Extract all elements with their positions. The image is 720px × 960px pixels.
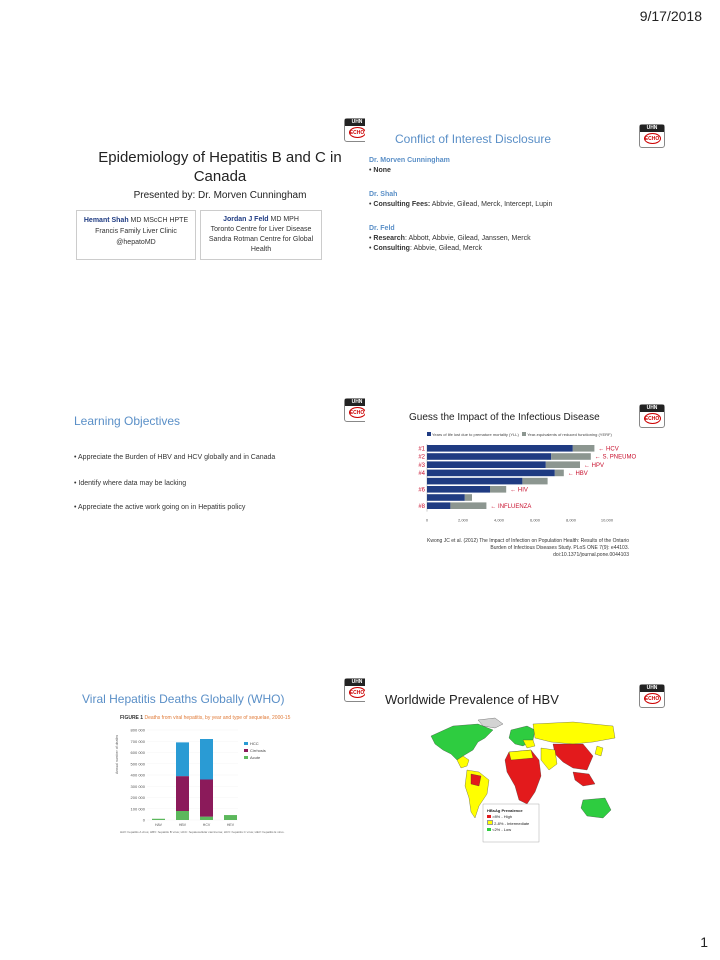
objective-item: • Appreciate the active work going on in Hepatitis policy xyxy=(74,504,246,511)
bar-yerf xyxy=(555,470,564,477)
author-handle: @hepatoMD xyxy=(116,239,156,246)
x-tick-label: 4,000 xyxy=(493,517,505,523)
bar-yerf xyxy=(450,502,486,509)
legend-swatch xyxy=(244,756,248,759)
objective-text: Appreciate the active work going on in Hepatitis policy xyxy=(78,504,246,511)
slide-heading: Viral Hepatitis Deaths Globally (WHO) xyxy=(82,692,285,706)
map-legend-label: 2-8% - Intermediate xyxy=(494,821,530,826)
bar-yerf xyxy=(522,478,547,485)
legend-swatch xyxy=(244,742,248,745)
bullet-label: Research xyxy=(373,235,405,242)
bar-yll xyxy=(427,453,551,460)
bar-segment-hcc xyxy=(176,742,189,776)
citation xyxy=(409,538,629,559)
slide-impact xyxy=(365,398,665,598)
university-logo-icon: UHN ECHO xyxy=(344,678,370,702)
map-legend-item xyxy=(487,827,529,833)
bar-yerf xyxy=(551,453,591,460)
bullet-item: • Research: Abbott, Abbvie, Gilead, Janssen, Merck xyxy=(369,235,531,242)
legend-label: Cirrhosis xyxy=(250,748,266,753)
author-affiliation: Francis Family Liver Clinic xyxy=(95,228,177,235)
map-legend-label: >8% - High xyxy=(492,814,513,819)
bar-yll xyxy=(427,470,555,477)
bar-segment-acute xyxy=(152,819,165,820)
slide-title-line2: Canada xyxy=(193,168,247,185)
slide-heading: Conflict of Interest Disclosure xyxy=(395,132,552,146)
disease-label: ← S. PNEUMO xyxy=(594,454,637,461)
university-logo-icon: UHN ECHO xyxy=(639,124,665,148)
figure-label: FIGURE 1 xyxy=(120,715,144,721)
university-logo-icon: UHN ECHO xyxy=(639,404,665,428)
bar-segment-cirrhosis xyxy=(200,780,213,817)
bullet-text: : Abbvie, Gilead, Merck xyxy=(409,245,482,252)
section-heading: Dr. Feld xyxy=(369,225,395,232)
bar-segment-cirrhosis xyxy=(176,776,189,811)
university-logo-icon: UHN ECHO xyxy=(344,118,370,142)
y-tick-label: 600 000 xyxy=(130,750,145,755)
disease-label: ← HPV xyxy=(584,462,605,469)
map-legend-title: HBsAg Prevalence xyxy=(487,808,523,813)
page-number: 1 xyxy=(700,934,708,950)
y-tick-label: 100 000 xyxy=(130,806,145,812)
legend-label: Year-equivalents of reduced functioning (YERF) xyxy=(527,432,612,437)
citation-line: doi:10.1371/journal.pone.0044103 xyxy=(553,552,629,558)
disease-label: ← HBV xyxy=(567,471,588,478)
bullet-label: Consulting Fees: xyxy=(373,201,431,208)
y-tick-label: 400 000 xyxy=(130,772,145,778)
author-box-feld xyxy=(200,210,322,260)
x-tick-label: 6,000 xyxy=(529,517,541,523)
bullet-text: None xyxy=(373,167,391,174)
figure-caption-text: Deaths from viral hepatitis, by year and type of sequelae, 2000-15 xyxy=(144,715,291,721)
y-tick-label: 0 xyxy=(142,817,145,823)
slide-hbv-map xyxy=(365,678,665,878)
bar-yerf xyxy=(573,445,595,452)
legend-swatch xyxy=(244,749,248,752)
objective-item: • Identify where data may be lacking xyxy=(74,480,187,487)
chart-legend xyxy=(427,432,612,437)
bar-yll xyxy=(427,502,450,509)
bar-yll xyxy=(427,461,546,468)
y-tick-label: 800 000 xyxy=(130,727,145,733)
bullet-text: : Abbott, Abbvie, Gilead, Janssen, Merck xyxy=(404,235,531,242)
rank-label: #6 xyxy=(418,487,425,494)
bullet-item: • Consulting Fees: Abbvie, Gilead, Merck, Intercept, Lupin xyxy=(369,201,553,208)
rank-label: #8 xyxy=(418,503,425,510)
bar-yerf xyxy=(546,461,580,468)
citation-line: Burden of Infectious Diseases Study. PLoS ONE 7(9): e44103. xyxy=(490,545,629,551)
rank-label: #3 xyxy=(418,462,425,469)
bar-segment-hcc xyxy=(200,739,213,780)
slide-heading: Guess the Impact of the Infectious Disease xyxy=(409,412,600,423)
slide-objectives xyxy=(70,398,370,598)
author-affiliation: Toronto Centre for Liver Disease xyxy=(210,226,312,233)
rank-label: #1 xyxy=(418,446,425,453)
bar-segment-acute xyxy=(224,815,237,820)
slide-heading: Learning Objectives xyxy=(74,414,181,428)
objective-text: Identify where data may be lacking xyxy=(78,480,187,487)
y-axis-label: Annual number of deaths xyxy=(115,734,119,774)
bullet-item: • None xyxy=(369,167,391,174)
y-tick-label: 200 000 xyxy=(130,795,145,800)
y-tick-label: 300 000 xyxy=(130,783,145,789)
map-legend-item xyxy=(487,820,529,827)
bar-segment-acute xyxy=(176,811,189,820)
who-deaths-chart xyxy=(112,722,292,830)
bar-yll xyxy=(427,445,573,452)
section-heading: Dr. Shah xyxy=(369,191,398,198)
slide-title-line1: Epidemiology of Hepatitis B and C in xyxy=(98,149,342,166)
y-tick-label: 500 000 xyxy=(130,761,145,767)
slide-conflict xyxy=(365,118,665,318)
x-tick-label: 0 xyxy=(425,517,429,523)
x-tick-label: HEV xyxy=(226,823,235,827)
section-heading: Dr. Morven Cunningham xyxy=(369,157,450,164)
disease-label: ← HIV xyxy=(510,487,528,494)
legend-label: Acute xyxy=(250,755,261,760)
objective-item: • Appreciate the Burden of HBV and HCV globally and in Canada xyxy=(74,454,276,461)
disease-label: ← INFLUENZA xyxy=(490,503,532,510)
bar-yll xyxy=(427,494,465,501)
author-affiliation-2: Sandra Rotman Centre for Global xyxy=(208,236,314,243)
legend-label: Years of life lost due to premature mortality (YLL) xyxy=(432,432,519,437)
x-tick-label: 2,000 xyxy=(457,517,469,523)
university-logo-icon: UHN ECHO xyxy=(639,684,665,708)
citation-line: Kwong JC et al. (2012) The Impact of Infection on Population Health: Results of the Ontario xyxy=(427,538,629,544)
bar-yerf xyxy=(490,486,506,493)
bullet-item: • Consulting: Abbvie, Gilead, Merck xyxy=(369,245,482,252)
bar-yll xyxy=(427,478,522,485)
author-creds: MD MScCH HPTE xyxy=(128,217,189,224)
x-tick-label: HBV xyxy=(178,823,187,827)
figure-footnote: HAV: hepatitis A virus; HBV: hepatitis B virus; HCC: hepatocellular carcinoma; HCV: hepatitis C virus; HEV: hepatitis E virus. xyxy=(120,830,285,834)
author-creds: MD MPH xyxy=(268,216,299,223)
bullet-text: Abbvie, Gilead, Merck, Intercept, Lupin xyxy=(430,201,553,208)
x-tick-label: HAV xyxy=(155,823,162,827)
bullet-label: Consulting xyxy=(373,245,410,252)
page-date: 9/17/2018 xyxy=(639,8,702,24)
presenter: Presented by: Dr. Morven Cunningham xyxy=(133,190,307,201)
disease-label: ← HCV xyxy=(598,446,619,453)
slide-heading: Worldwide Prevalence of HBV xyxy=(385,692,559,707)
impact-bar-chart xyxy=(387,442,637,544)
bar-yerf xyxy=(465,494,472,501)
x-tick-label: 8,000 xyxy=(565,517,577,523)
author-name: Jordan J Feld xyxy=(223,216,269,223)
author-name: Hemant Shah xyxy=(83,217,129,224)
author-affiliation-3: Health xyxy=(250,246,272,253)
slide-title xyxy=(70,118,370,318)
x-tick-label: HCV xyxy=(202,823,211,827)
y-tick-label: 700 000 xyxy=(130,738,145,744)
objective-text: Appreciate the Burden of HBV and HCV globally and in Canada xyxy=(78,454,276,461)
figure-caption xyxy=(120,715,290,721)
author-box-shah xyxy=(76,210,196,260)
rank-label: #2 xyxy=(418,454,425,461)
bar-segment-acute xyxy=(200,817,213,820)
university-logo-icon: UHN ECHO xyxy=(344,398,370,422)
legend-swatch xyxy=(522,432,526,436)
legend-swatch xyxy=(427,432,431,436)
map-legend xyxy=(487,808,529,833)
legend-label: HCC xyxy=(250,741,259,746)
x-tick-label: 10,000 xyxy=(600,517,614,523)
slide-who-deaths xyxy=(70,678,370,878)
rank-label: #4 xyxy=(418,471,425,478)
bar-yll xyxy=(427,486,490,493)
map-legend-label: <2% - Low xyxy=(492,827,512,832)
